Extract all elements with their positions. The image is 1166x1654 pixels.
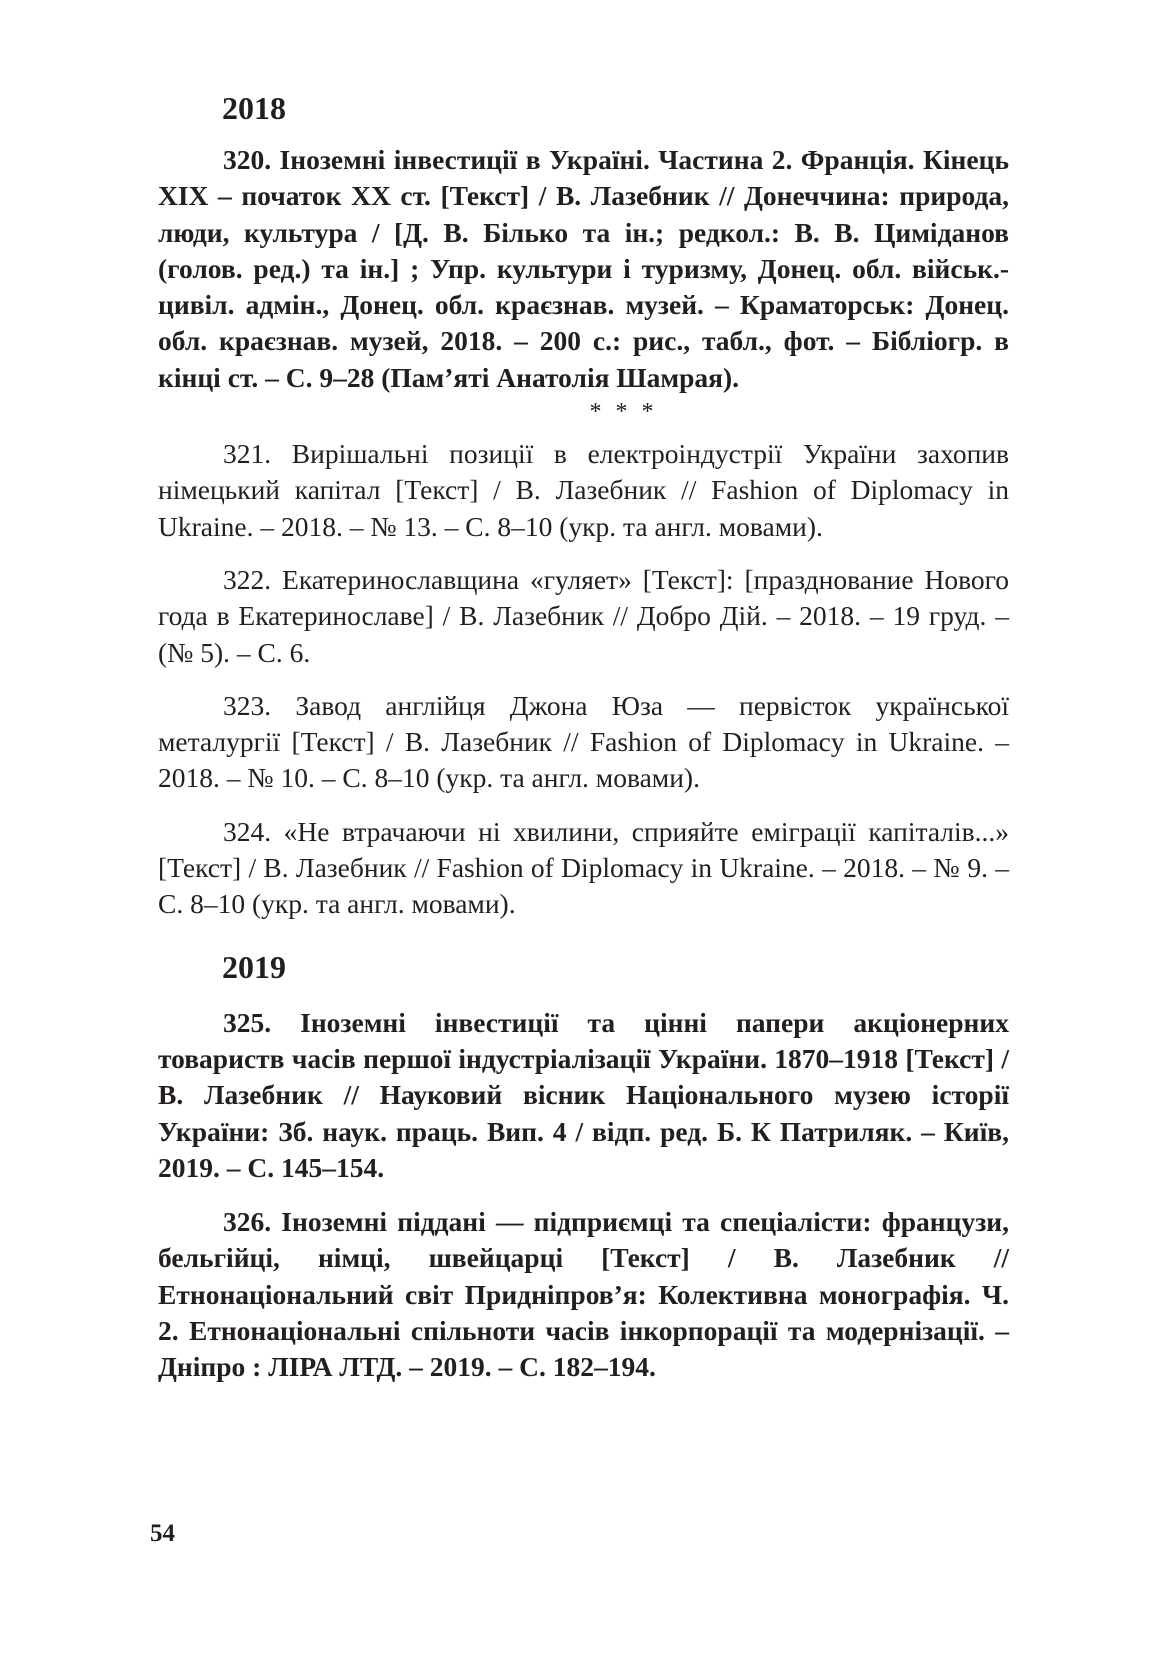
entry-324: 324. «Не втрачаючи ні хвилини, сприяйте еміграції капіталів...» [Текст] / В. Лазебник // Fashion of Diplomacy in Ukraine. – 2018. – № 9. – С. 8–10 (укр. та англ. мовами).: [158, 815, 1009, 920]
entry-321: 321. Вирішальні позиції в електроіндустрії України захопив німецький капітал [Текст] / В. Лазебник // Fashion of Diplomacy in Ukraine. – 2018. – № 13. – С. 8–10 (укр. та англ. мовами).: [158, 438, 1009, 542]
year-heading-2018: 2018: [222, 90, 286, 126]
entry-320: 320. Іноземні інвестиції в Україні. Частина 2. Франція. Кінець ХІХ – початок ХХ ст. [Текст] / В. Лазебник // Донеччина: природа, люди, культура / [Д. В. Білько та ін.; редкол.: В. В. Циміданов (голов. ред.) та ін.] ; Упр. культури і туризму, Донец. обл. військ.-цивіл. адмін., Донец. обл. краєзнав. музей. – Краматорськ: Донец. обл. краєзнав. музей, 2018. – 200 с.: рис., табл., фот. – Бібліогр. в кінці ст. – С. 9–28 (Пам’яті Анатолія Шамрая).: [158, 144, 1009, 393]
page-number: 54: [150, 1520, 175, 1547]
section-separator: * * *: [589, 399, 658, 426]
page-content: [158, 88, 1009, 1386]
entry-326: 326. Іноземні піддані — підприємці та спеціалісти: французи, бельгійці, німці, швейцарці [Текст] / В. Лазебник // Етнонаціональний світ Придніпров’я: Колективна монографія. Ч. 2. Етнонаціональні спільноти часів інкорпорації та модернізації. – Дніпро : ЛІРА ЛТД. – 2019. – С. 182–194.: [158, 1206, 1009, 1383]
year-heading-2019: 2019: [222, 948, 286, 985]
entry-322: 322. Екатеринославщина «гуляет» [Текст]: [празднование Нового года в Екатеринославе] / В. Лазебник // Добро Дій. – 2018. – 19 груд. – (№ 5). – С. 6.: [158, 563, 1009, 668]
entry-325: 325. Іноземні інвестиції та цінні папери акціонерних товариств часів першої індустріалізації України. 1870–1918 [Текст] / В. Лазебник // Науковий вісник Національного музею історії України: Зб. наук. праць. Вип. 4 / відп. ред. Б. К Патриляк. – Київ, 2019. – С. 145–154.: [158, 1006, 1009, 1183]
entry-323: 323. Завод англійця Джона Юза — первісток української металургії [Текст] / В. Лазебник // Fashion of Diplomacy in Ukraine. – 2018. – № 10. – С. 8–10 (укр. та англ. мовами).: [158, 689, 1009, 794]
